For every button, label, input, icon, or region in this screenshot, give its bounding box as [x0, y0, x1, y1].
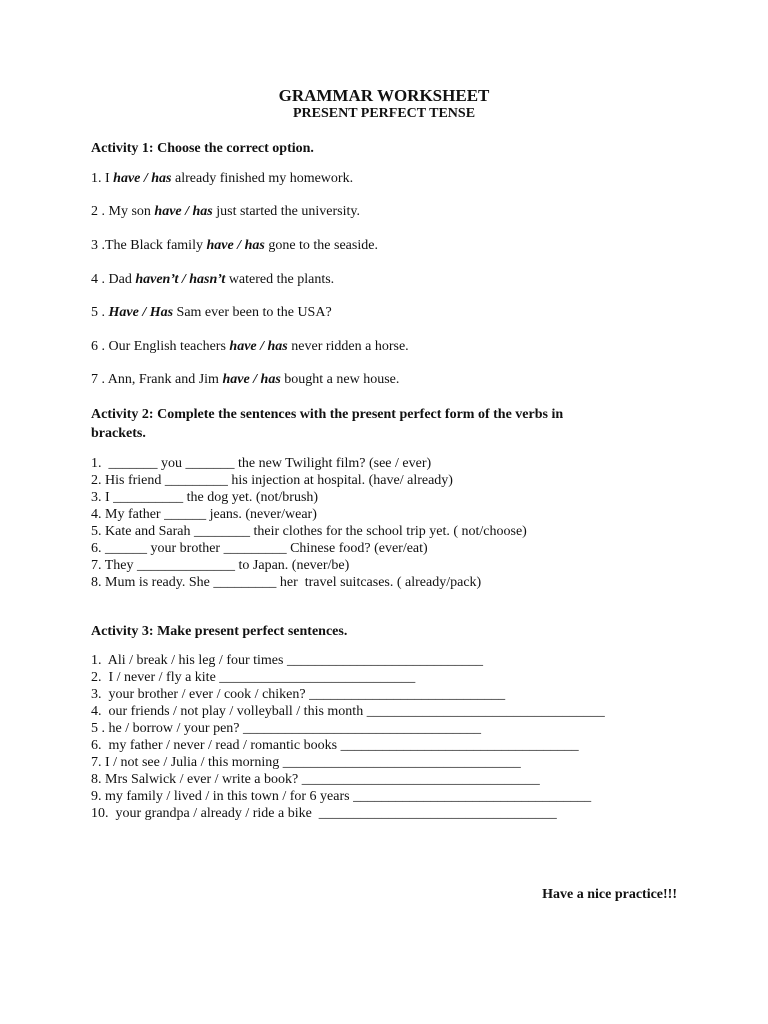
activity3-list	[91, 652, 605, 822]
list-item: 8. Mum is ready. She _________ her travel suitcases. ( already/pack)	[91, 575, 482, 590]
list-item: 6. my father / never / read / romantic books __________________________________	[91, 738, 579, 753]
list-item: 6. ______ your brother _________ Chinese food? (ever/eat)	[91, 541, 428, 556]
activity1-heading: Activity 1: Choose the correct option.	[91, 141, 314, 156]
worksheet-subtitle: PRESENT PERFECT TENSE	[292, 106, 476, 121]
activity1-item: 7 . Ann, Frank and Jim have / has bought a new house.	[91, 372, 400, 387]
activity1-item: 4 . Dad haven’t / hasn’t watered the plants.	[91, 272, 335, 287]
closing-message: Have a nice practice!!!	[542, 887, 677, 902]
list-item: 4. our friends / not play / volleyball / this month __________________________________	[91, 704, 605, 719]
list-item: 5 . he / borrow / your pen? __________________________________	[91, 721, 482, 736]
activity2-heading	[91, 405, 563, 443]
list-item: 1. _______ you _______ the new Twilight film? (see / ever)	[91, 456, 432, 471]
list-item: 7. They ______________ to Japan. (never/be)	[91, 558, 350, 573]
list-item: 5. Kate and Sarah ________ their clothes for the school trip yet. ( not/choose)	[91, 524, 527, 539]
activity1-item: 3 .The Black family have / has gone to the seaside.	[91, 238, 378, 253]
list-item: 2. His friend _________ his injection at hospital. (have/ already)	[91, 473, 453, 488]
list-item: 2. I / never / fly a kite ____________________________	[91, 670, 416, 685]
activity1-item: 5 . Have / Has Sam ever been to the USA?	[91, 305, 332, 320]
list-item: 3. I __________ the dog yet. (not/brush)	[91, 490, 319, 505]
activity1-item: 1. I have / has already finished my homework.	[91, 171, 354, 186]
worksheet-title: GRAMMAR WORKSHEET	[278, 86, 490, 105]
list-item: 7. I / not see / Julia / this morning __________________________________	[91, 755, 521, 770]
list-item: 3. your brother / ever / cook / chiken? ____________________________	[91, 687, 506, 702]
activity1-item: 2 . My son have / has just started the university.	[91, 204, 360, 219]
activity2-heading-line1: Activity 2: Complete the sentences with the present perfect form of the verbs in	[91, 407, 564, 422]
list-item: 4. My father ______ jeans. (never/wear)	[91, 507, 317, 522]
activity2-list	[91, 455, 527, 591]
list-item: 9. my family / lived / in this town / for 6 years __________________________________	[91, 789, 592, 804]
list-item: 8. Mrs Salwick / ever / write a book? __________________________________	[91, 772, 540, 787]
activity1-item: 6 . Our English teachers have / has never ridden a horse.	[91, 339, 409, 354]
list-item: 1. Ali / break / his leg / four times ____________________________	[91, 653, 483, 668]
activity3-heading: Activity 3: Make present perfect sentences.	[91, 624, 348, 639]
list-item: 10. your grandpa / already / ride a bike __________________________________	[91, 806, 557, 821]
activity2-heading-line2: brackets.	[91, 426, 146, 441]
